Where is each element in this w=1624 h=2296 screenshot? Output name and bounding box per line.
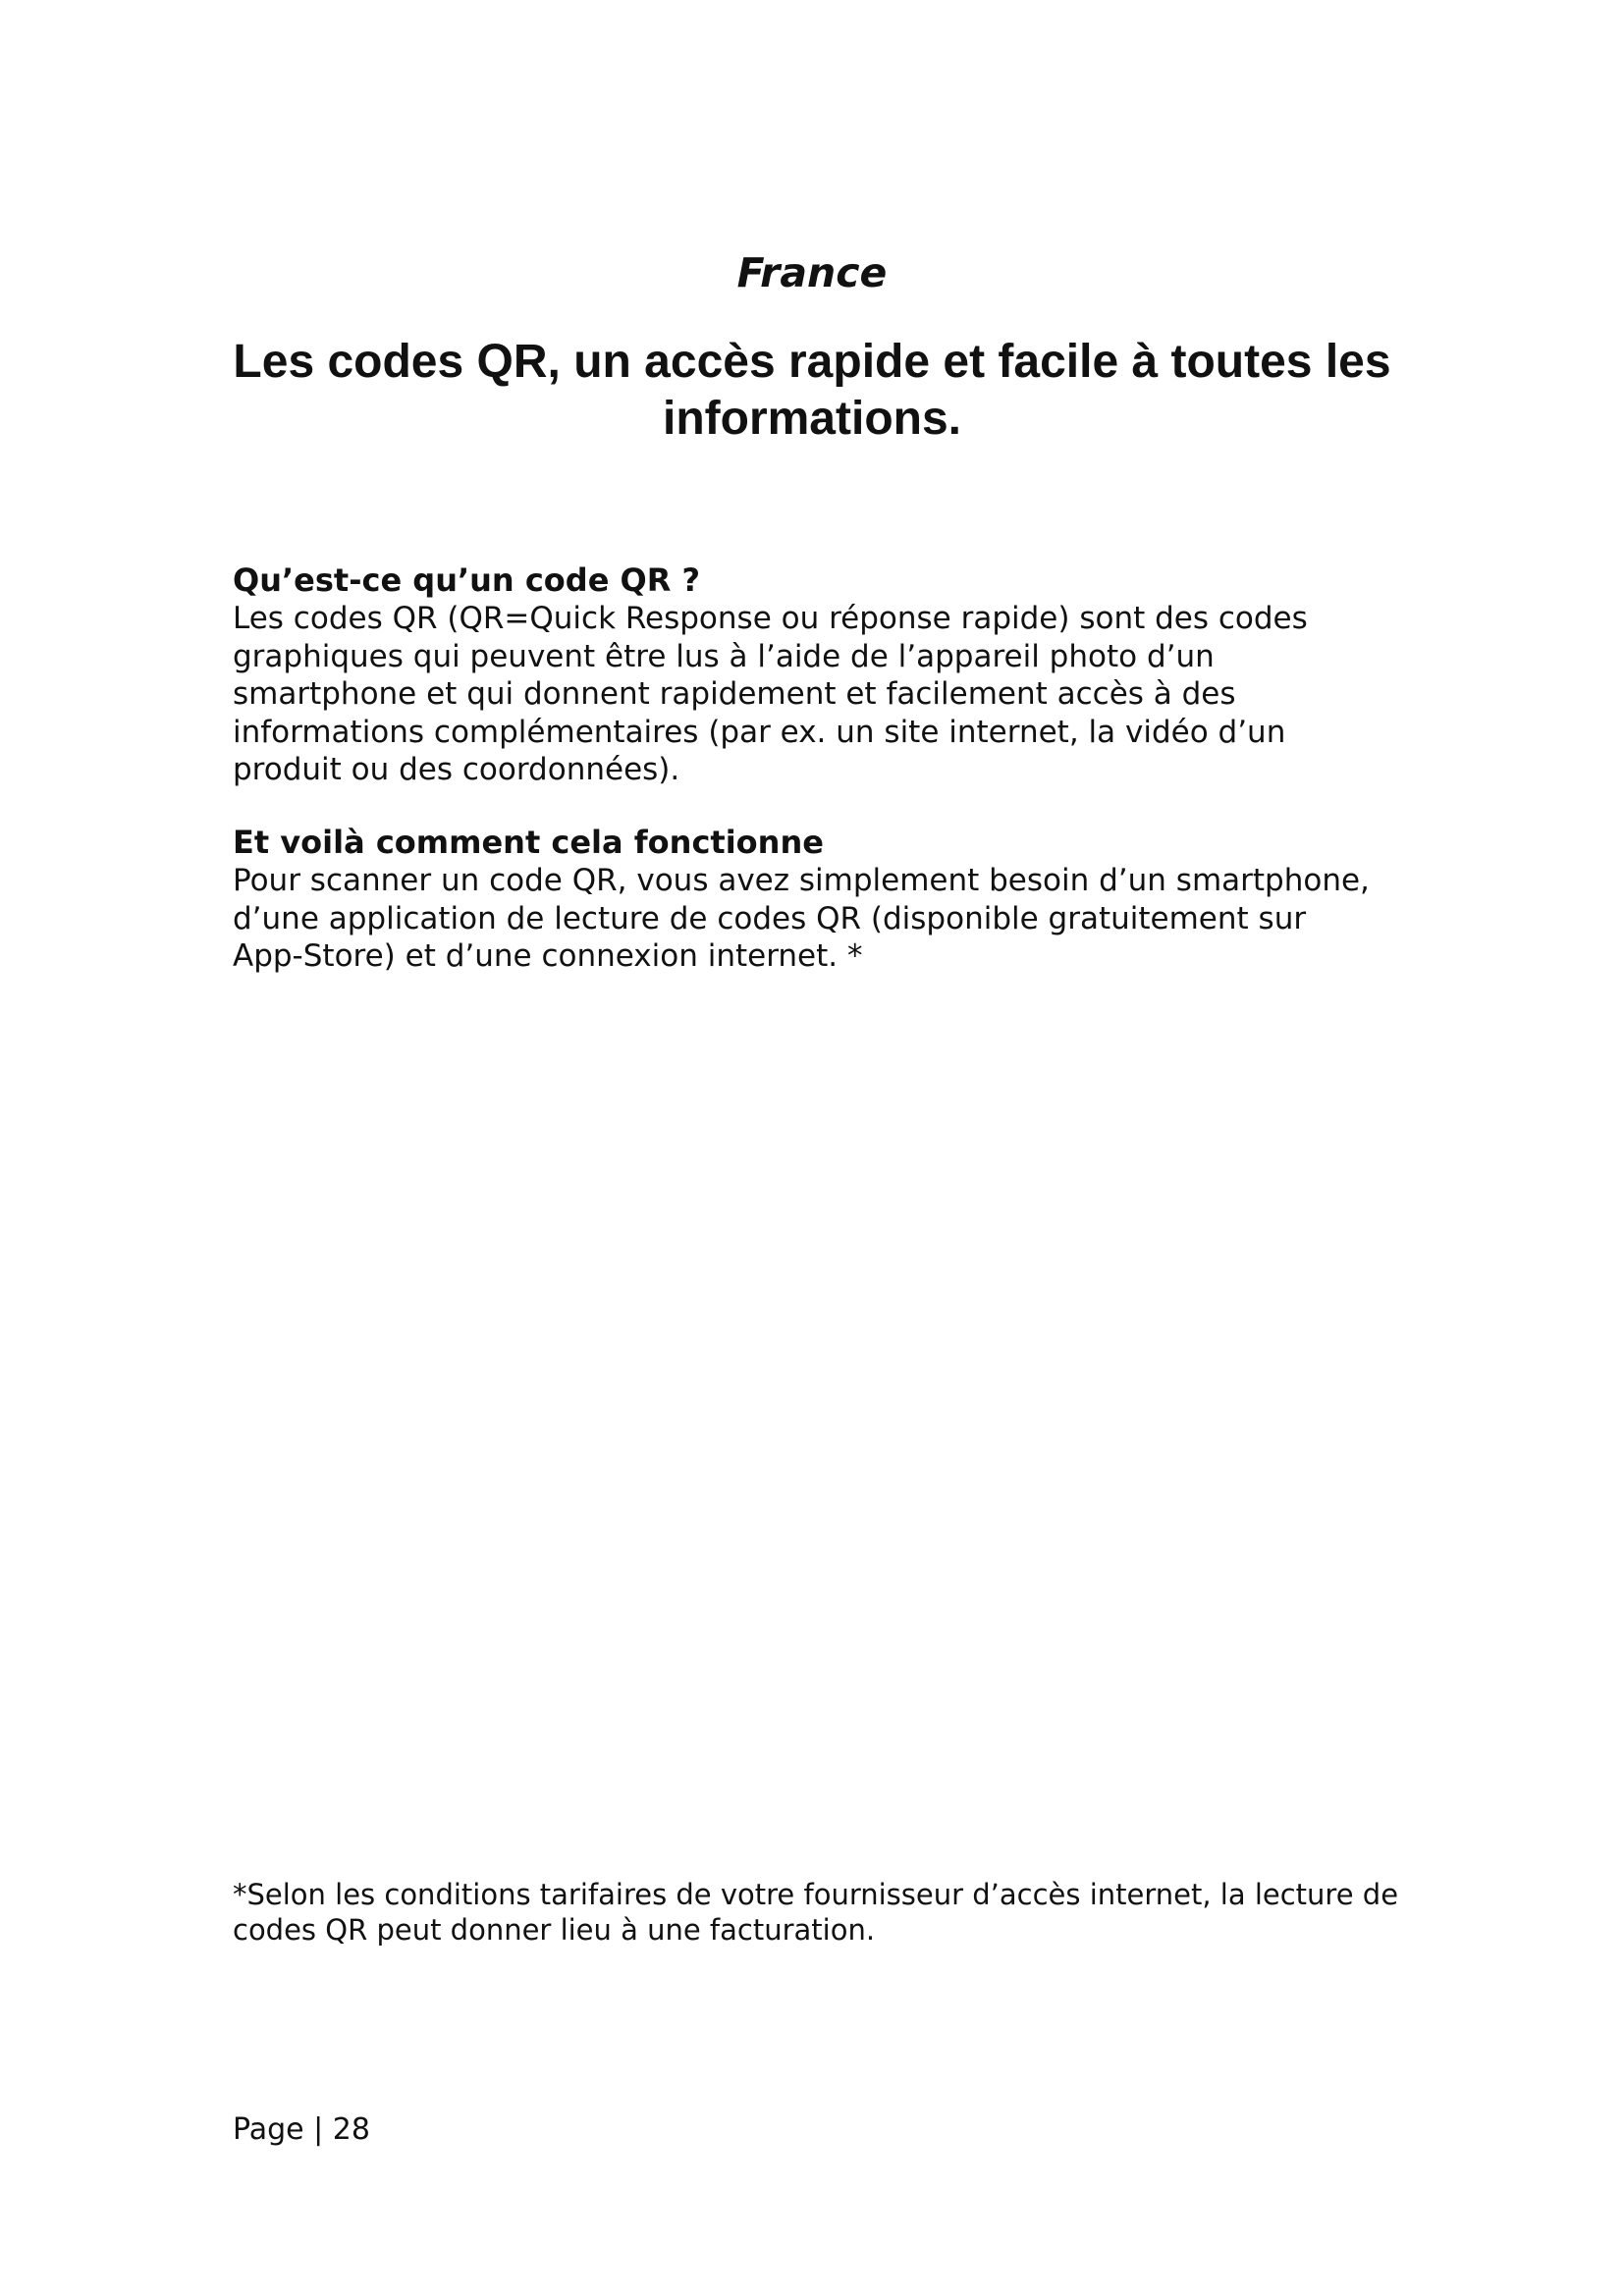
section-how-it-works (233, 823, 1431, 976)
section-heading: Et voilà comment cela fonctionne (233, 824, 824, 861)
page-title-line: Les codes QR, un accès rapide et facile à toutes les (233, 336, 1391, 388)
section-what-is-qr (233, 561, 1431, 789)
country-heading: France (736, 249, 888, 296)
footnote-line: *Selon les conditions tarifaires de votre fournisseur d’accès internet, la lecture de (233, 1878, 1399, 1911)
body-line: Pour scanner un code QR, vous avez simplement besoin d’un smartphone, (233, 863, 1370, 898)
footnote-line: codes QR peut donner lieu à une facturation. (233, 1913, 876, 1947)
body-line: smartphone et qui donnent rapidement et facilement accès à des (233, 676, 1236, 712)
section-body (233, 600, 1431, 789)
page-title (187, 334, 1437, 448)
section-heading: Qu’est-ce qu’un code QR ? (233, 561, 701, 599)
body-line: Les codes QR (QR=Quick Response ou réponse rapide) sont des codes (233, 601, 1308, 636)
body-line: produit ou des coordonnées). (233, 752, 680, 787)
body-line: informations complémentaires (par ex. un site internet, la vidéo d’un (233, 714, 1286, 750)
page-number: Page | 28 (233, 2112, 370, 2147)
body-line: graphiques qui peuvent être lus à l’aide de l’appareil photo d’un (233, 638, 1215, 674)
page-title-line: informations. (662, 393, 961, 445)
footnote (233, 1877, 1431, 1948)
section-body (233, 862, 1431, 976)
body-line: App-Store) et d’une connexion internet. * (233, 938, 863, 974)
body-line: d’une application de lecture de codes QR (disponible gratuitement sur (233, 900, 1307, 936)
